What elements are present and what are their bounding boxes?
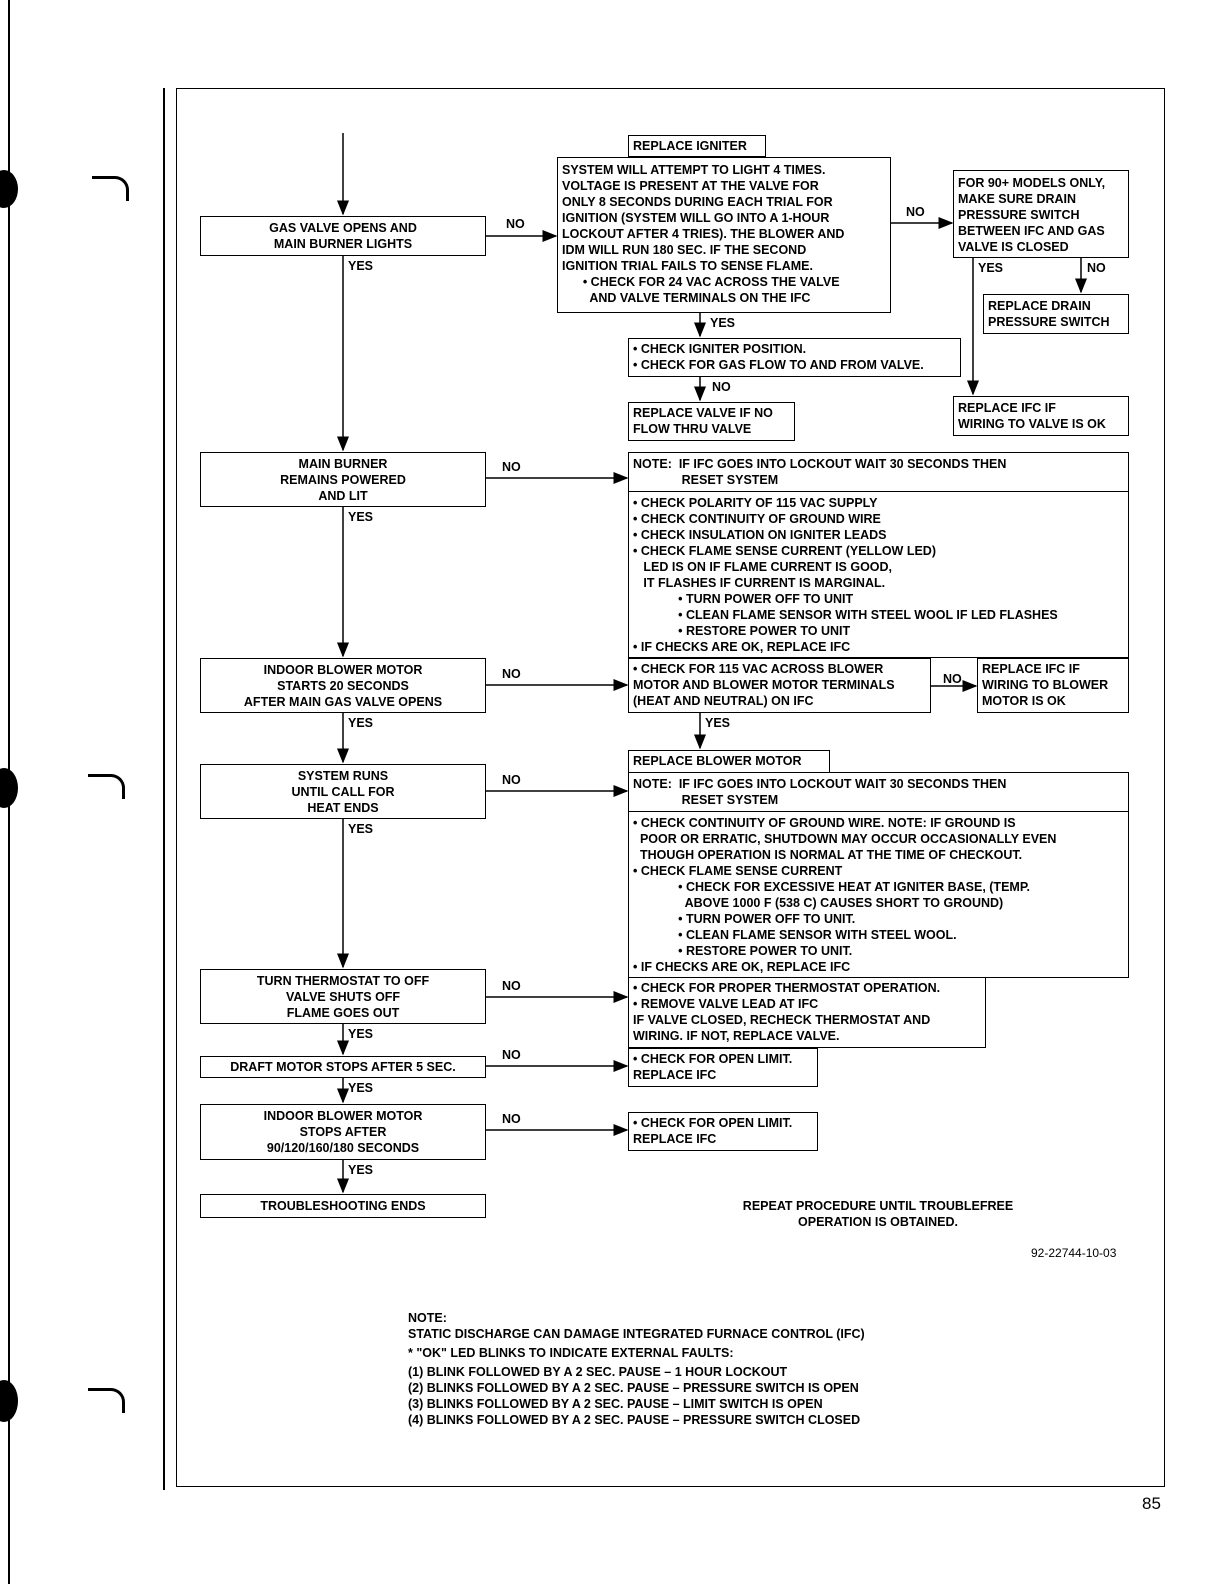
check-igniter-position-box: • CHECK IGNITER POSITION. • CHECK FOR GAS FLOW TO AND FROM VALVE.	[628, 338, 961, 377]
step-blower-starts: INDOOR BLOWER MOTOR STARTS 20 SECONDS AFTER MAIN GAS VALVE OPENS	[200, 658, 486, 713]
no-label: NO	[506, 217, 525, 231]
page-number: 85	[1142, 1494, 1161, 1513]
yes-label: YES	[348, 510, 374, 524]
no-label: NO	[1087, 261, 1106, 275]
step-main-burner-lit: MAIN BURNER REMAINS POWERED AND LIT	[200, 452, 486, 507]
yes-label: YES	[710, 316, 736, 330]
yes-label: YES	[348, 1163, 374, 1177]
no-label: NO	[502, 1112, 521, 1126]
replace-blower-motor-box: REPLACE BLOWER MOTOR	[628, 750, 830, 773]
no-label: NO	[502, 773, 521, 787]
step-gas-valve-opens: GAS VALVE OPENS AND MAIN BURNER LIGHTS	[200, 216, 486, 256]
replace-igniter-box: REPLACE IGNITER	[628, 135, 766, 157]
replace-drain-switch-box: REPLACE DRAIN PRESSURE SWITCH	[983, 294, 1129, 334]
step-blower-stops: INDOOR BLOWER MOTOR STOPS AFTER 90/120/160/180 SECONDS	[200, 1104, 486, 1160]
step-troubleshooting-ends: TROUBLESHOOTING ENDS	[200, 1194, 486, 1218]
no-label: NO	[712, 380, 731, 394]
no-label: NO	[502, 1048, 521, 1062]
flame-sense-checks-box: • CHECK POLARITY OF 115 VAC SUPPLY • CHECK CONTINUITY OF GROUND WIRE • CHECK INSULATION ON IGNITER LEADS • CHECK FLAME SENSE CURRENT (YELLOW LED) LED IS ON IF FLAME CURRENT IS GOOD, IT FLASHES IF CURRENT IS MARGINAL. • TURN POWER OFF TO UNIT • CLEAN FLAME SENSOR WITH STEEL WOOL IF LED FLASHES • RESTORE POWER TO UNIT • IF CHECKS ARE OK, REPLACE IFC	[628, 491, 1129, 658]
no-label: NO	[906, 205, 925, 219]
replace-ifc-valve-box: REPLACE IFC IF WIRING TO VALVE IS OK	[953, 396, 1129, 436]
static-discharge-note: NOTE: STATIC DISCHARGE CAN DAMAGE INTEGRATED FURNACE CONTROL (IFC) * "OK" LED BLINKS TO INDICATE EXTERNAL FAULTS: (1) BLINK FOLLOWED BY A 2 SEC. PAUSE – 1 HOUR LOCKOUT (2) BLINKS FOLLOWED BY A 2 SEC. PAUSE – PRESSURE SWITCH IS OPEN (3) BLINKS FOLLOWED BY A 2 SEC. PAUSE – LIMIT SWITCH IS OPEN (4) BLINKS FOLLOWED BY A 2 SEC. PAUSE – PRESSURE SWITCH CLOSED	[408, 1311, 865, 1427]
step-system-runs: SYSTEM RUNS UNTIL CALL FOR HEAT ENDS	[200, 764, 486, 819]
step-draft-motor-stops: DRAFT MOTOR STOPS AFTER 5 SEC.	[200, 1056, 486, 1078]
step-thermostat-off: TURN THERMOSTAT TO OFF VALVE SHUTS OFF FLAME GOES OUT	[200, 969, 486, 1024]
yes-label: YES	[978, 261, 1004, 275]
lockout-note-box-1: NOTE: IF IFC GOES INTO LOCKOUT WAIT 30 SECONDS THEN RESET SYSTEM	[628, 452, 1129, 492]
models-90-box: FOR 90+ MODELS ONLY, MAKE SURE DRAIN PRESSURE SWITCH BETWEEN IFC AND GAS VALVE IS CLOSED	[953, 170, 1129, 258]
yes-label: YES	[705, 716, 731, 730]
no-label: NO	[502, 460, 521, 474]
document-code: 92-22744-10-03	[1031, 1246, 1117, 1260]
replace-ifc-blower-box: REPLACE IFC IF WIRING TO BLOWER MOTOR IS OK	[977, 658, 1129, 713]
thermostat-check-box: • CHECK FOR PROPER THERMOSTAT OPERATION. • REMOVE VALVE LEAD AT IFC IF VALVE CLOSED, RECHECK THERMOSTAT AND WIRING. IF NOT, REPLACE VALVE.	[628, 977, 986, 1048]
no-label: NO	[502, 667, 521, 681]
lockout-note-box-2: NOTE: IF IFC GOES INTO LOCKOUT WAIT 30 SECONDS THEN RESET SYSTEM	[628, 772, 1129, 812]
open-limit-box-2: • CHECK FOR OPEN LIMIT. REPLACE IFC	[628, 1112, 818, 1151]
yes-label: YES	[348, 259, 374, 273]
blower-voltage-check-box: • CHECK FOR 115 VAC ACROSS BLOWER MOTOR AND BLOWER MOTOR TERMINALS (HEAT AND NEUTRAL) ON IFC	[628, 658, 931, 713]
ignition-trial-box: SYSTEM WILL ATTEMPT TO LIGHT 4 TIMES. VOLTAGE IS PRESENT AT THE VALVE FOR ONLY 8 SECONDS DURING EACH TRIAL FOR IGNITION (SYSTEM WILL GO INTO A 1-HOUR LOCKOUT AFTER 4 TRIES). THE BLOWER AND IDM WILL RUN 180 SEC. IF THE SECOND IGNITION TRIAL FAILS TO SENSE FLAME. • CHECK FOR 24 VAC ACROSS THE VALVE AND VALVE TERMINALS ON THE IFC	[557, 157, 891, 313]
yes-label: YES	[348, 822, 374, 836]
yes-label: YES	[348, 1081, 374, 1095]
no-label: NO	[502, 979, 521, 993]
no-label: NO	[943, 672, 962, 686]
open-limit-box-1: • CHECK FOR OPEN LIMIT. REPLACE IFC	[628, 1048, 818, 1087]
repeat-procedure-text: REPEAT PROCEDURE UNTIL TROUBLEFREE OPERATION IS OBTAINED.	[742, 1199, 1014, 1229]
ground-wire-checks-box: • CHECK CONTINUITY OF GROUND WIRE. NOTE: IF GROUND IS POOR OR ERRATIC, SHUTDOWN MAY OCCUR OCCASIONALLY EVEN THOUGH OPERATION IS NORMAL AT THE TIME OF CHECKOUT. • CHECK FLAME SENSE CURRENT • CHECK FOR EXCESSIVE HEAT AT IGNITER BASE, (TEMP. ABOVE 1000 F (538 C) CAUSES SHORT TO GROUND) • TURN POWER OFF TO UNIT. • CLEAN FLAME SENSOR WITH STEEL WOOL. • RESTORE POWER TO UNIT. • IF CHECKS ARE OK, REPLACE IFC	[628, 811, 1129, 978]
yes-label: YES	[348, 716, 374, 730]
yes-label: YES	[348, 1027, 374, 1041]
replace-valve-box: REPLACE VALVE IF NO FLOW THRU VALVE	[628, 402, 795, 441]
